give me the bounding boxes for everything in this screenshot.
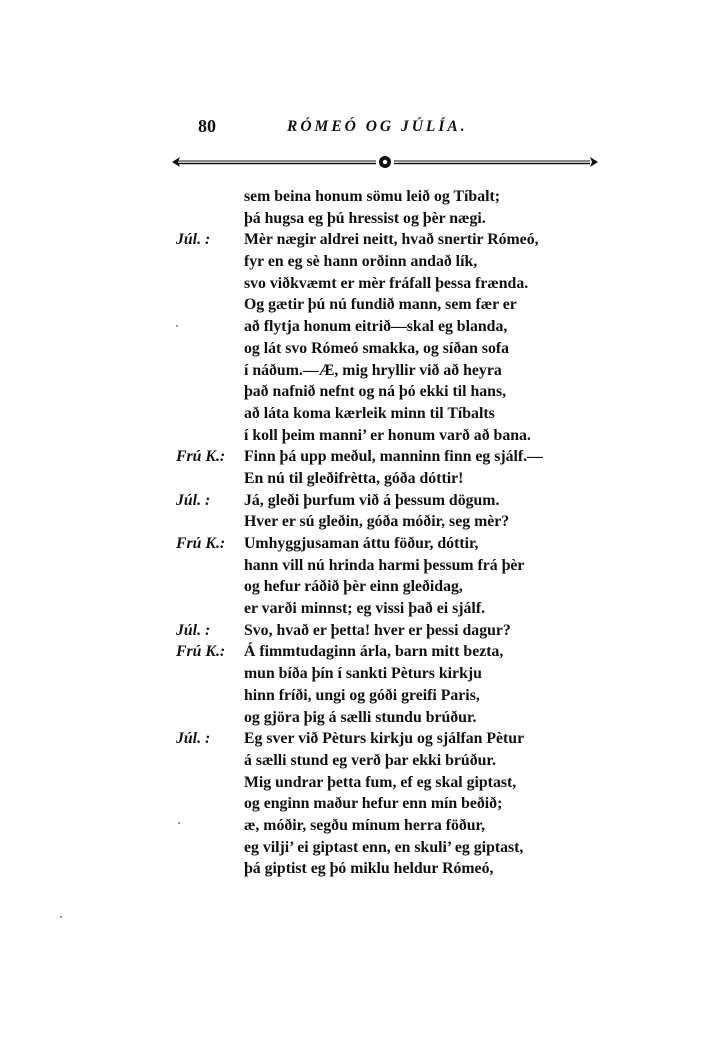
line-text: hinn fríði, ungi og góði greifi Paris, bbox=[244, 686, 480, 704]
page-number: 80 bbox=[198, 116, 216, 136]
paper-speck bbox=[178, 822, 180, 824]
verse-line bbox=[0, 772, 720, 794]
verse-line bbox=[0, 793, 720, 815]
line-text: Mèr nægir aldrei neitt, hvað snertir Rómeó, bbox=[244, 231, 539, 249]
verse-line bbox=[0, 663, 720, 685]
verse-line bbox=[0, 750, 720, 772]
line-text: Og gætir þú nú fundið mann, sem fær er bbox=[244, 296, 517, 314]
line-text: Eg sver við Pèturs kirkju og sjálfan Pètur bbox=[244, 730, 525, 748]
verse-line bbox=[0, 555, 720, 577]
line-text: að láta koma kærleik minn til Tíbalts bbox=[244, 404, 495, 422]
line-text: mun bíða þín í sankti Pèturs kirkju bbox=[244, 665, 482, 683]
verse-line bbox=[0, 468, 720, 490]
speaker-label: Júl. : bbox=[176, 231, 211, 249]
verse-text bbox=[0, 186, 720, 880]
verse-line bbox=[0, 533, 720, 555]
verse-line bbox=[0, 186, 720, 208]
verse-line bbox=[0, 837, 720, 859]
speaker-label: Júl. : bbox=[176, 621, 211, 639]
verse-line bbox=[0, 446, 720, 468]
line-text: það nafnið nefnt og ná þó ekki til hans, bbox=[244, 383, 507, 401]
speaker-label: Júl. : bbox=[176, 491, 211, 509]
line-text: Mig undrar þetta fum, ef eg skal giptast, bbox=[244, 773, 517, 791]
line-text: í koll þeim manni’ er honum varð að bana. bbox=[244, 426, 531, 444]
line-text: Hver er sú gleðin, góða móðir, seg mèr? bbox=[244, 513, 510, 531]
line-text: Finn þá upp meðul, manninn finn eg sjálf.— bbox=[244, 448, 543, 466]
verse-line bbox=[0, 425, 720, 447]
line-text: þá giptist eg þó miklu heldur Rómeó, bbox=[244, 860, 494, 878]
verse-line bbox=[0, 490, 720, 512]
line-text: að flytja honum eitrið—skal eg blanda, bbox=[244, 318, 508, 336]
line-text: En nú til gleðifrètta, góða dóttir! bbox=[244, 469, 464, 487]
verse-line bbox=[0, 403, 720, 425]
line-text: Umhyggjusaman áttu föður, dóttir, bbox=[244, 535, 479, 552]
line-text: og hefur ráðið þèr einn gleðidag, bbox=[244, 578, 463, 596]
line-text: svo viðkvæmt er mèr fráfall þessa frænda. bbox=[244, 274, 529, 292]
line-text: sem beina honum sömu leið og Tíbalt; bbox=[244, 188, 501, 205]
ornamental-rule bbox=[170, 152, 600, 172]
line-text: eg vilji’ ei giptast enn, en skuli’ eg giptast, bbox=[244, 838, 524, 856]
verse-line bbox=[0, 381, 720, 403]
speaker-label: Frú K.: bbox=[176, 535, 226, 552]
speaker-label: Frú K.: bbox=[176, 643, 226, 661]
paper-speck bbox=[176, 325, 178, 327]
line-text: og enginn maður hefur enn mín beðið; bbox=[244, 795, 503, 813]
verse-line bbox=[0, 620, 720, 642]
line-text: fyr en eg sè hann orðinn andað lík, bbox=[244, 253, 478, 271]
verse-line bbox=[0, 728, 720, 750]
verse-line bbox=[0, 576, 720, 598]
line-text: og gjöra þig á sælli stundu brúður. bbox=[244, 708, 477, 726]
verse-line bbox=[0, 598, 720, 620]
verse-line bbox=[0, 316, 720, 338]
verse-line bbox=[0, 815, 720, 837]
line-text: og lát svo Rómeó smakka, og síðan sofa bbox=[244, 339, 510, 357]
verse-line bbox=[0, 273, 720, 295]
line-text: hann vill nú hrinda harmi þessum frá þèr bbox=[244, 556, 525, 574]
running-title: RÓMEÓ OG JÚLÍA. bbox=[287, 118, 468, 135]
line-text: æ, móðir, segðu mínum herra föður, bbox=[244, 816, 486, 834]
line-text: á sælli stund eg verð þar ekki brúður. bbox=[244, 751, 496, 769]
paper-speck bbox=[60, 916, 62, 918]
verse-line bbox=[0, 338, 720, 360]
verse-line bbox=[0, 641, 720, 663]
line-text: Á fimmtudaginn árla, barn mitt bezta, bbox=[244, 643, 504, 661]
verse-line bbox=[0, 511, 720, 533]
verse-line bbox=[0, 360, 720, 382]
line-text: Já, gleði þurfum við á þessum dögum. bbox=[244, 491, 500, 509]
verse-line bbox=[0, 858, 720, 880]
verse-line bbox=[0, 251, 720, 273]
line-text: Svo, hvað er þetta! hver er þessi dagur? bbox=[244, 621, 511, 639]
line-text: þá hugsa eg þú hressist og þèr nægi. bbox=[244, 209, 486, 227]
verse-line bbox=[0, 229, 720, 251]
verse-line bbox=[0, 294, 720, 316]
verse-line bbox=[0, 208, 720, 230]
verse-line bbox=[0, 685, 720, 707]
verse-line bbox=[0, 707, 720, 729]
page-header bbox=[0, 116, 720, 140]
speaker-label: Júl. : bbox=[176, 730, 211, 748]
speaker-label: Frú K.: bbox=[176, 448, 226, 466]
line-text: í náðum.—Æ, mig hryllir við að heyra bbox=[244, 361, 502, 379]
line-text: er varði minnst; eg vissi það ei sjálf. bbox=[244, 600, 486, 618]
